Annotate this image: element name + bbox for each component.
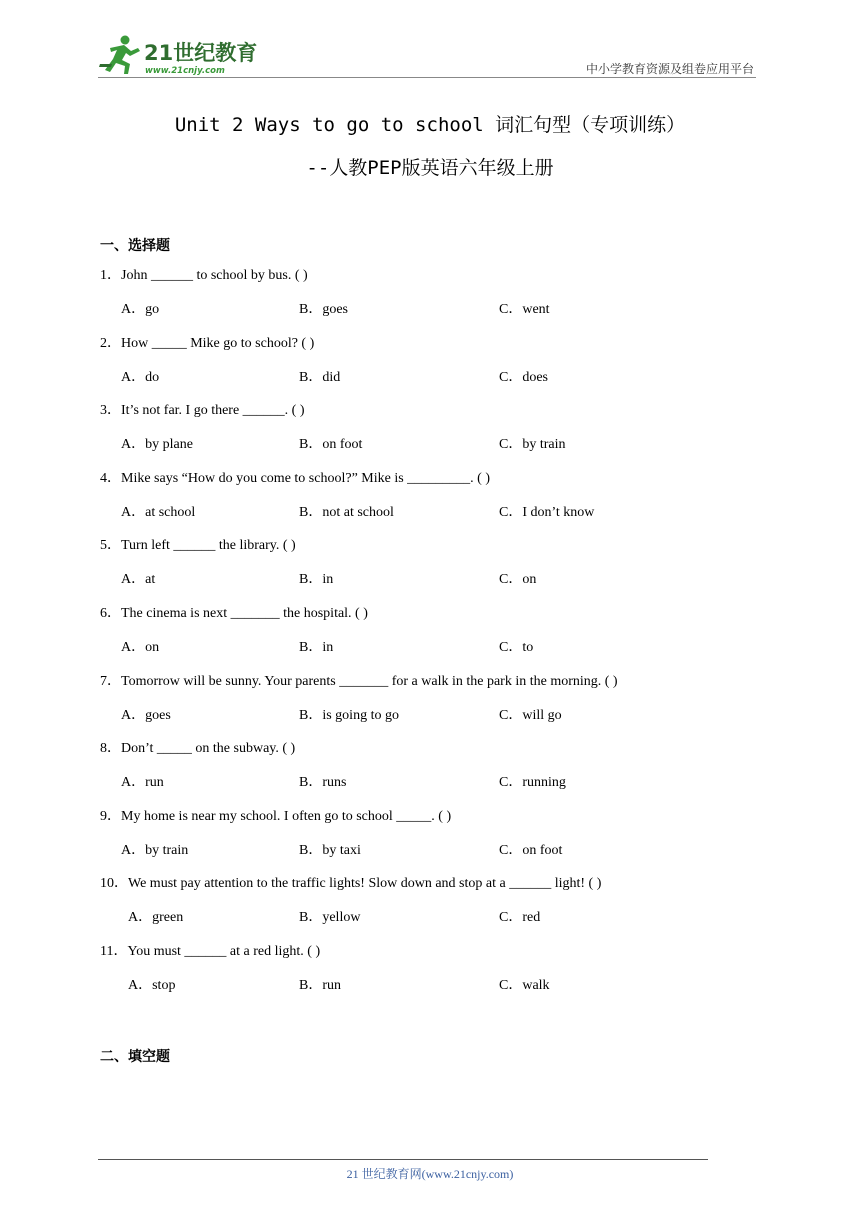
answer-option[interactable]: A．at school <box>121 504 196 520</box>
question-stem: 9．My home is near my school. I often go to school _____. ( ) <box>100 808 452 824</box>
answer-option[interactable]: C．on <box>499 572 537 588</box>
footer-divider <box>98 1159 708 1160</box>
answer-option[interactable]: A．goes <box>121 707 171 723</box>
answer-option[interactable]: A．do <box>121 369 160 385</box>
answer-option[interactable]: B．goes <box>299 302 348 317</box>
logo-brand-text: 21世纪教育 <box>144 41 258 65</box>
question-stem: 11．You must ______ at a red light. ( ) <box>100 944 321 959</box>
answer-option[interactable]: C．will go <box>499 707 562 723</box>
question-stem: 8．Don’t _____ on the subway. ( ) <box>100 741 296 757</box>
answer-option[interactable]: B．runs <box>299 775 347 791</box>
answer-option[interactable]: B．by taxi <box>299 842 361 858</box>
answer-option[interactable]: C．to <box>499 640 534 655</box>
answer-option[interactable]: B．did <box>299 369 341 385</box>
answer-option[interactable]: C．I don’t know <box>499 504 595 520</box>
answer-option[interactable]: B．on foot <box>299 437 363 453</box>
header-divider <box>98 77 756 78</box>
answer-option[interactable]: B．not at school <box>299 504 394 520</box>
answer-option[interactable]: B．run <box>299 978 341 993</box>
question-stem: 7．Tomorrow will be sunny. Your parents _______ for a walk in the park in the morning. ( ) <box>100 673 618 689</box>
question-stem: 6．The cinema is next _______ the hospital. ( ) <box>100 606 368 621</box>
answer-option[interactable]: C．red <box>499 910 541 926</box>
answer-option[interactable]: A．on <box>121 640 160 655</box>
section-title-fill-blank: 二、填空题 <box>100 1049 170 1065</box>
answer-option[interactable]: A．at <box>121 572 156 588</box>
section-title-choice: 一、选择题 <box>100 238 170 254</box>
answer-option[interactable]: C．by train <box>499 437 566 453</box>
platform-tagline: 中小学教育资源及组卷应用平台 <box>585 62 754 76</box>
answer-option[interactable]: A．stop <box>128 978 176 993</box>
answer-option[interactable]: B．in <box>299 640 334 655</box>
page-header <box>98 32 756 78</box>
answer-option[interactable]: A．by plane <box>121 437 193 453</box>
question-stem: 10．We must pay attention to the traffic lights! Slow down and stop at a ______ light! ( ) <box>100 876 602 892</box>
logo-url-text: www.21cnjy.com <box>145 66 225 76</box>
answer-option[interactable]: A．go <box>121 302 160 317</box>
document-title: Unit 2 Ways to go to school 词汇句型（专项训练） <box>174 114 686 136</box>
answer-option[interactable]: A．run <box>121 775 164 791</box>
page-footer: 21 世纪教育网(www.21cnjy.com) <box>346 1167 514 1181</box>
question-stem: 5．Turn left ______ the library. ( ) <box>100 538 296 554</box>
21cnjy-logo <box>98 34 258 76</box>
answer-option[interactable]: C．went <box>499 302 550 317</box>
document-subtitle: --人教PEP版英语六年级上册 <box>306 157 554 179</box>
question-stem: 2．How _____ Mike go to school? ( ) <box>100 335 315 351</box>
answer-option[interactable]: C．walk <box>499 978 550 993</box>
answer-option[interactable]: A．by train <box>121 842 189 858</box>
answer-option[interactable]: C．on foot <box>499 842 563 858</box>
answer-option[interactable]: A．green <box>128 910 184 926</box>
runner-icon <box>99 36 140 75</box>
answer-option[interactable]: B．is going to go <box>299 707 399 723</box>
answer-option[interactable]: B．in <box>299 572 334 588</box>
question-stem: 1．John ______ to school by bus. ( ) <box>100 268 308 283</box>
question-stem: 3．It’s not far. I go there ______. ( ) <box>100 403 305 419</box>
answer-option[interactable]: B．yellow <box>299 910 361 926</box>
answer-option[interactable]: C．does <box>499 369 548 385</box>
question-stem: 4．Mike says “How do you come to school?” Mike is _________. ( ) <box>100 470 490 486</box>
answer-option[interactable]: C．running <box>499 775 566 791</box>
